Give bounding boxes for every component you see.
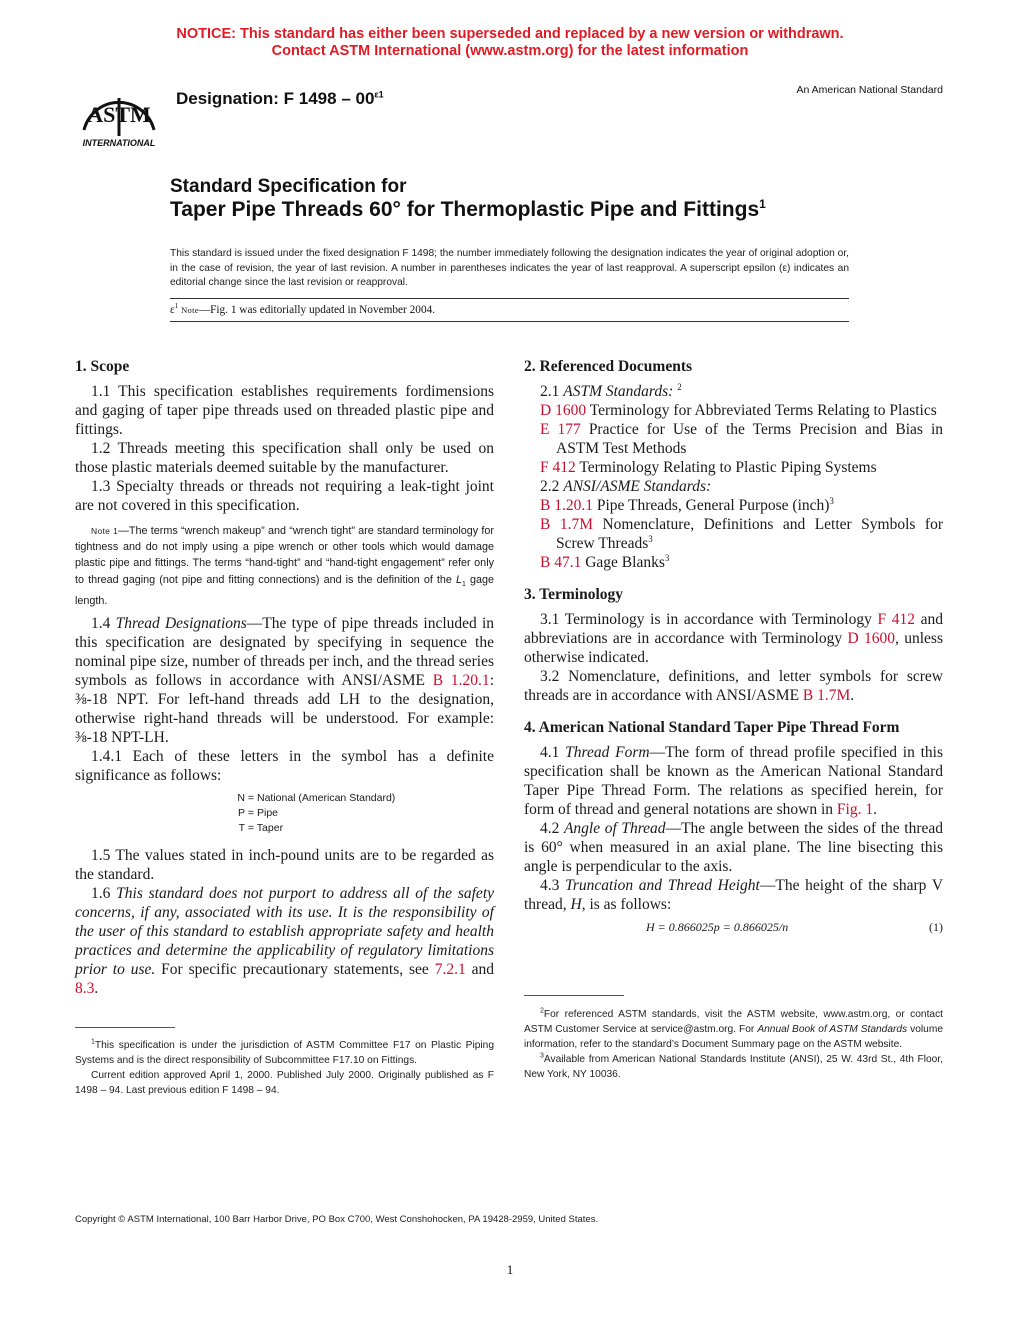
para-1-6-and: and xyxy=(465,961,494,979)
link-f-412[interactable]: F 412 xyxy=(877,611,915,628)
symbol-row xyxy=(231,806,494,821)
symbol-eq: = xyxy=(247,792,255,805)
footnote-3 xyxy=(524,1052,943,1082)
symbol-row xyxy=(231,791,494,806)
symbol-eq: = xyxy=(247,807,255,820)
footnote-1-a xyxy=(75,1038,494,1068)
logo-text: ASTM xyxy=(87,102,151,127)
para-2-2-num: 2.2 xyxy=(540,478,564,495)
footnote-3-mark: 3 xyxy=(540,1052,544,1060)
copyright-footer: Copyright © ASTM International, 100 Barr Harbor Drive, PO Box C700, West Conshohocken, PA 19428-2959, United States. xyxy=(75,1214,599,1225)
para-4-3-h: H xyxy=(570,896,582,913)
para-1-2: 1.2 Threads meeting this specification shall only be used on those plastic materials deemed suitable by the manufacturer. xyxy=(75,440,494,476)
withdrawn-notice xyxy=(0,26,1020,60)
footnote-1-text: This specification is under the jurisdiction of ASTM Committee F17 on Plastic Piping Systems and is the direct responsibility of Subcommittee F17.10 on Fittings. xyxy=(75,1040,494,1066)
american-national-standard-label: An American National Standard xyxy=(796,84,943,96)
equation-text: H = 0.866025p = 0.866025/n xyxy=(646,920,789,934)
footnote-2-end: volume information, refer to the standard’s Document Summary page on the ASTM website. xyxy=(524,1024,944,1050)
para-2-2-em: ANSI/ASME Standards: xyxy=(563,478,712,495)
ref-text: Pipe Threads, General Purpose (inch) xyxy=(596,497,830,514)
para-1-1: 1.1 This specification establishes requirements fordimensions and gaging of taper pipe threads used on threaded plastic pipe and fittings. xyxy=(75,383,494,438)
link-b-1-20-1[interactable]: B 1.20.1 xyxy=(540,497,593,514)
link-f-412[interactable]: F 412 xyxy=(540,459,576,476)
para-1-6-em: This standard does not purport to address all of the safety concerns, if any, associated with its use. It is the responsibility of the user of this standard to establish appropriate safety and health practices and determine the applicability of regulatory limitations prior to use. xyxy=(75,885,494,979)
note-1-l: L xyxy=(455,573,462,586)
para-1-6-end: . xyxy=(94,980,99,998)
link-7-2-1[interactable]: 7.2.1 xyxy=(434,961,466,979)
ref-text: Practice for Use of the Terms Precision and Bias in ASTM Test Methods xyxy=(556,421,944,457)
ref-text: Terminology Relating to Plastic Piping Systems xyxy=(579,459,877,476)
para-3-2 xyxy=(524,667,943,705)
footnote-rule-left xyxy=(75,1027,175,1028)
note-1-sub: 1 xyxy=(462,580,466,588)
link-d-1600[interactable]: D 1600 xyxy=(540,402,587,419)
para-1-6 xyxy=(75,884,494,998)
para-1-3: 1.3 Specialty threads or threads not requiring a leak-tight joint are not covered in this specification. xyxy=(75,478,494,514)
link-fig-1[interactable]: Fig. 1 xyxy=(836,801,874,818)
para-4-2 xyxy=(524,819,943,876)
divider-top xyxy=(170,298,849,299)
page-number: 1 xyxy=(506,1262,514,1277)
para-2-1-em: ASTM Standards: xyxy=(563,383,674,400)
enote-label: Note xyxy=(181,305,199,315)
section-2-heading: 2. Referenced Documents xyxy=(524,358,693,375)
symbol-letter: T xyxy=(238,822,245,835)
issuance-statement: This standard is issued under the fixed designation F 1498; the number immediately following the designation indicates the year of original adoption or, in the case of revision, the year of last revision. A number in parentheses indicates the year of last reapproval. A superscript epsilon (ε) indicates an editorial change since the last revision or reapproval. xyxy=(170,248,849,288)
section-3-heading: 3. Terminology xyxy=(524,586,624,603)
enote-sup: 1 xyxy=(174,302,179,311)
footnote-2-em: Annual Book of ASTM Standards xyxy=(757,1024,908,1035)
note-1-label: Note 1 xyxy=(91,526,119,536)
footnote-2-text: For referenced ASTM standards, visit the ASTM website, www.astm.org, or contact ASTM Customer Service at service@astm.org. For xyxy=(524,1009,943,1035)
footnotes-right xyxy=(524,1007,943,1082)
footnote-2-mark: 2 xyxy=(540,1007,544,1015)
note-1 xyxy=(75,523,494,609)
para-2-2 xyxy=(524,477,943,496)
astm-refs xyxy=(524,401,943,477)
footnote-1 xyxy=(75,1038,494,1098)
para-4-3-em: Truncation and Thread Height xyxy=(565,877,760,894)
link-b-1-7m[interactable]: B 1.7M xyxy=(802,687,851,704)
designation xyxy=(176,89,384,109)
footnote-2 xyxy=(524,1007,943,1052)
para-4-1-em: Thread Form xyxy=(565,744,650,761)
astm-seal-icon xyxy=(74,78,164,150)
para-3-1 xyxy=(524,610,943,667)
link-d-1600[interactable]: D 1600 xyxy=(847,630,896,647)
para-4-2-num: 4.2 xyxy=(540,820,564,837)
para-3-2-end: . xyxy=(850,687,855,704)
right-column xyxy=(524,357,943,940)
astm-logo xyxy=(74,78,164,150)
link-b-1-20-1[interactable]: B 1.20.1 xyxy=(432,672,490,690)
para-4-3 xyxy=(524,876,943,914)
ref-item xyxy=(540,515,943,553)
title-line-1: Standard Specification for xyxy=(170,176,407,197)
section-4-heading: 4. American National Standard Taper Pipe Thread Form xyxy=(524,719,900,736)
footnote-rule-right xyxy=(524,995,624,996)
footnote-1-b: Current edition approved April 1, 2000. Published July 2000. Originally published as F 1498 – 94. Last previous edition F 1498 – 94. xyxy=(75,1070,494,1096)
ref-item xyxy=(540,458,943,477)
enote-epsilon: ε xyxy=(170,304,175,316)
symbol-letter: N xyxy=(237,792,245,805)
ansi-refs xyxy=(524,496,943,572)
note-1-text: —The terms “wrench makeup” and “wrench tight” are standard terminology for tightness and do not imply using a pipe wrench or other tools which would damage plastic pipe and fittings. The terms “hand-tight” and “hand-tight engagement” refer only to thread gaging (not pipe and fitting connections) and is the definition of the xyxy=(75,525,494,586)
para-1-6-text: For specific precautionary statements, see xyxy=(155,961,435,979)
symbol-meaning: Taper xyxy=(256,822,284,835)
section-1-heading: 1. Scope xyxy=(75,358,130,375)
para-3-1-end: , unless otherwise indicated. xyxy=(524,630,943,666)
designation-text: Designation: F 1498 – 00 xyxy=(176,89,375,108)
para-4-2-text: —The angle between the sides of the thread is 60° when measured in an axial plane. The line bisecting this angle is perpendicular to the axis. xyxy=(524,820,943,875)
para-1-5: 1.5 The values stated in inch-pound units are to be regarded as the standard. xyxy=(75,847,494,884)
note-1-end: gage length. xyxy=(75,573,494,607)
para-4-3-num: 4.3 xyxy=(540,877,566,894)
ref-item xyxy=(540,496,943,515)
ref-item xyxy=(540,401,943,420)
para-3-1-text: 3.1 Terminology is in accordance with Terminology xyxy=(540,611,878,628)
enote-text: —Fig. 1 was editorially updated in November 2004. xyxy=(198,304,436,316)
designation-epsilon: ε1 xyxy=(374,89,384,100)
ref-item xyxy=(540,553,943,572)
para-4-2-em: Angle of Thread xyxy=(563,820,666,837)
left-column xyxy=(75,357,494,998)
para-1-4 xyxy=(75,614,494,747)
title-text: Taper Pipe Threads 60° for Thermoplastic Pipe and Fittings xyxy=(170,198,760,221)
para-1-6-num: 1.6 xyxy=(91,885,117,903)
para-3-1-mid: and abbreviations are in accordance with Terminology xyxy=(524,611,943,647)
ref-sup: 3 xyxy=(648,533,653,544)
para-1-4-1: 1.4.1 Each of these letters in the symbol has a definite significance as follows: xyxy=(75,748,494,785)
symbol-meaning: Pipe xyxy=(256,807,278,820)
para-3-2-text: 3.2 Nomenclature, definitions, and letter symbols for screw threads are in accordance with ANSI/ASME xyxy=(524,668,943,704)
equation-1 xyxy=(524,918,943,940)
footnote-1-mark: 1 xyxy=(91,1038,95,1046)
para-4-1-text: —The form of thread profile specified in this specification shall be known as the American National Standard Taper Pipe Thread Form. The relations as specified herein, for form of thread and general notations are shown in xyxy=(524,744,943,818)
title-line-2 xyxy=(170,198,766,222)
link-b-1-7m[interactable]: B 1.7M xyxy=(540,516,593,533)
para-1-4-end: : ⅜-18 NPT. For left-hand threads add LH to the designation, otherwise right-hand threads will be understood. For example: ⅜-18 NPT-LH. xyxy=(75,672,494,747)
link-e-177[interactable]: E 177 xyxy=(540,421,581,438)
para-2-1-sup: 2 xyxy=(677,381,682,392)
para-4-1 xyxy=(524,743,943,819)
ref-item xyxy=(540,420,943,458)
para-4-3-text: —The height of the sharp V thread, xyxy=(524,877,944,913)
symbol-row xyxy=(231,821,494,836)
link-8-3[interactable]: 8.3 xyxy=(75,980,95,998)
symbol-eq: = xyxy=(247,822,255,835)
ref-text: Nomenclature, Definitions and Letter Symbols for Screw Threads xyxy=(556,516,943,552)
editorial-note xyxy=(170,304,435,316)
para-4-3-end: , is as follows: xyxy=(581,896,672,913)
para-4-1-end: . xyxy=(873,801,877,818)
ref-text: Gage Blanks xyxy=(585,554,665,571)
equation-number: (1) xyxy=(929,920,943,934)
link-b-47-1[interactable]: B 47.1 xyxy=(540,554,582,571)
para-4-1-num: 4.1 xyxy=(540,744,566,761)
logo-subtext: INTERNATIONAL xyxy=(82,138,156,148)
symbol-letter: P xyxy=(237,807,245,820)
symbol-list xyxy=(231,791,494,836)
para-1-4-text: —The type of pipe threads included in this specification are designated by specifying in sequence the nominal pipe size, number of threads per inch, and the thread series symbols as follows in accordance with ANSI/ASME xyxy=(75,615,495,690)
notice-line-2: Contact ASTM International (www.astm.org) for the latest information xyxy=(271,43,749,59)
para-1-4-em: Thread Designations xyxy=(115,615,247,633)
para-2-1 xyxy=(524,382,943,401)
ref-sup: 3 xyxy=(664,552,670,563)
footnote-3-text: Available from American National Standards Institute (ANSI), 25 W. 43rd St., 4th Floor, New York, NY 10036. xyxy=(524,1054,943,1080)
title-footnote-ref: 1 xyxy=(759,197,766,211)
ref-text: Terminology for Abbreviated Terms Relating to Plastics xyxy=(589,402,937,419)
para-2-1-num: 2.1 xyxy=(540,383,564,400)
divider-bottom xyxy=(170,321,849,322)
para-1-4-num: 1.4 xyxy=(91,615,116,633)
symbol-meaning: National (American Standard) xyxy=(256,792,396,805)
notice-line-1: NOTICE: This standard has either been superseded and replaced by a new version or withdrawn. xyxy=(176,26,844,42)
ref-sup: 3 xyxy=(829,495,834,506)
